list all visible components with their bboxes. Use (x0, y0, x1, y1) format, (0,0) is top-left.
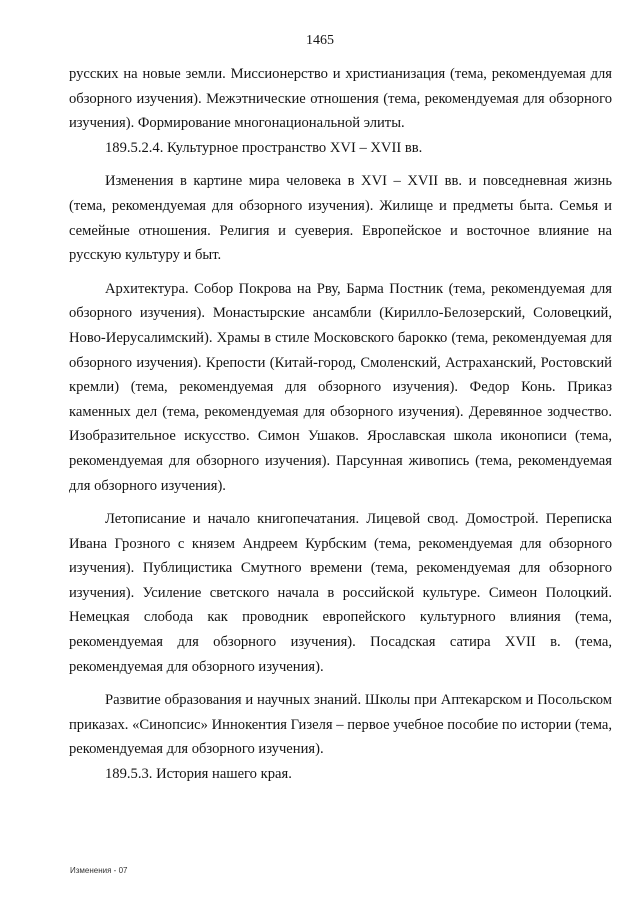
paragraph-worldview: Изменения в картине мира человека в XVI – XVII вв. и повседневная жизнь (тема, рекомендуемая для обзорного изучения). Жилище и предметы быта. Семья и семейные отношения. Религия и суеверия. Европейское и восточное влияние на русскую культуру и быт. (69, 173, 612, 264)
page-number: 1465 (306, 33, 334, 48)
paragraph-continuation: русских на новые земли. Миссионерство и христианизация (тема, рекомендуемая для обзорного изучения). Межэтнические отношения (тема, рекомендуемая для обзорного изучения). Формирование многонациональной элиты. (69, 66, 612, 132)
footer-revision-note: Изменения - 07 (70, 866, 128, 875)
section-heading-local-history: 189.5.3. История нашего края. (105, 766, 292, 783)
section-heading-cultural-space: 189.5.2.4. Культурное пространство XVI – XVII вв. (105, 139, 423, 156)
body-text (69, 62, 612, 787)
paragraph-architecture: Архитектура. Собор Покрова на Рву, Барма Постник (тема, рекомендуемая для обзорного изучения). Монастырские ансамбли (Кирилло-Белозерский, Соловецкий, Ново-Иерусалимский). Храмы в стиле Московского барокко (тема, рекомендуемая для обзорного изучения). Крепости (Китай-город, Смоленский, Астраханский, Ростовский кремли) (тема, рекомендуемая для обзорного изучения). Федор Конь. Приказ каменных дел (тема, рекомендуемая для обзорного изучения). Деревянное зодчество. Изобразительное искусство. Симон Ушаков. Ярославская школа иконописи (тема, рекомендуемая для обзорного изучения). Парсунная живопись (тема, рекомендуемая для обзорного изучения). (69, 280, 612, 494)
paragraph-education: Развитие образования и научных знаний. Школы при Аптекарском и Посольском приказах. «Синопсис» Иннокентия Гизеля – первое учебное пособие по истории (тема, рекомендуемая для обзорного изучения). (69, 692, 612, 758)
paragraph-chronicles: Летописание и начало книгопечатания. Лицевой свод. Домострой. Переписка Ивана Грозного с князем Андреем Курбским (тема, рекомендуемая для обзорного изучения). Публицистика Смутного времени (тема, рекомендуемая для обзорного изучения). Усиление светского начала в российской культуре. Симеон Полоцкий. Немецкая слобода как проводник европейского культурного влияния (тема, рекомендуемая для обзорного изучения). Посадская сатира XVII в. (тема, рекомендуемая для обзорного изучения). (69, 511, 612, 675)
